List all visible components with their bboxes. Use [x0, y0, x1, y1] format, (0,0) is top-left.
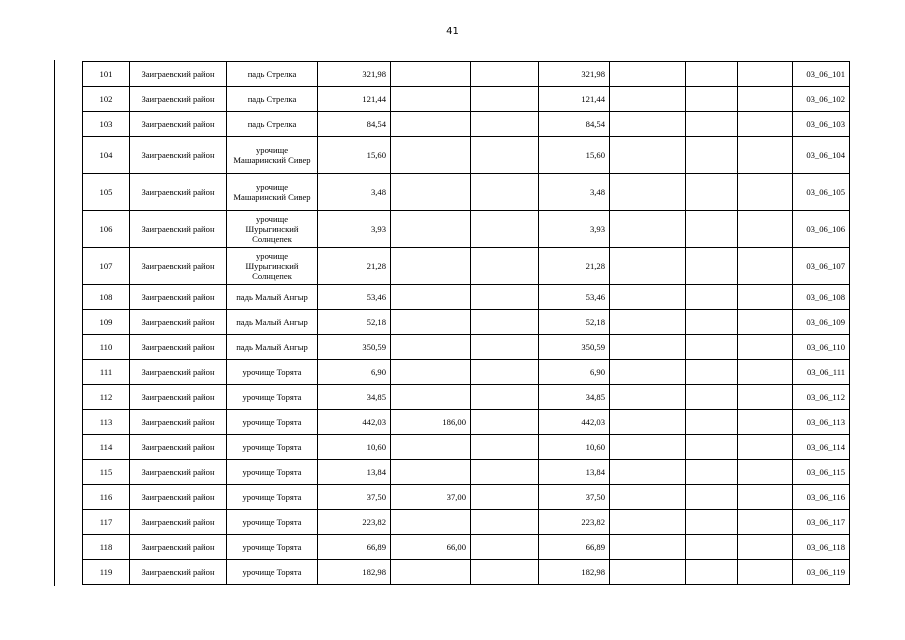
value-cell-10 [738, 285, 793, 310]
value-cell-6 [471, 535, 539, 560]
value-cell-6 [471, 137, 539, 174]
locality-cell: падь Малый Ангыр [227, 335, 318, 360]
locality-cell: урочище Шурыгинский Солнцепек [227, 211, 318, 248]
row-number-cell: 106 [83, 211, 130, 248]
value-cell-6 [471, 174, 539, 211]
district-cell: Заиграевский район [130, 410, 227, 435]
area-total-cell: 6,90 [539, 360, 610, 385]
row-number-cell: 103 [83, 112, 130, 137]
code-cell: 03_06_118 [793, 535, 850, 560]
row-number-cell: 110 [83, 335, 130, 360]
value-cell-8 [610, 174, 686, 211]
value-cell-5 [391, 174, 471, 211]
district-cell: Заиграевский район [130, 137, 227, 174]
value-cell-5: 186,00 [391, 410, 471, 435]
code-cell: 03_06_113 [793, 410, 850, 435]
area-total-cell: 34,85 [539, 385, 610, 410]
value-cell-9 [686, 62, 738, 87]
locality-cell: урочище Торята [227, 510, 318, 535]
district-cell: Заиграевский район [130, 285, 227, 310]
value-cell-5 [391, 62, 471, 87]
value-cell-9 [686, 510, 738, 535]
value-cell-10 [738, 248, 793, 285]
area-cell: 3,48 [318, 174, 391, 211]
value-cell-9 [686, 285, 738, 310]
value-cell-9 [686, 460, 738, 485]
value-cell-6 [471, 510, 539, 535]
table-row [83, 248, 850, 285]
value-cell-8 [610, 335, 686, 360]
value-cell-6 [471, 360, 539, 385]
table-row [83, 360, 850, 385]
area-total-cell: 13,84 [539, 460, 610, 485]
locality-cell: падь Малый Ангыр [227, 310, 318, 335]
district-cell: Заиграевский район [130, 174, 227, 211]
area-total-cell: 21,28 [539, 248, 610, 285]
value-cell-8 [610, 435, 686, 460]
value-cell-6 [471, 335, 539, 360]
value-cell-8 [610, 87, 686, 112]
value-cell-5 [391, 211, 471, 248]
value-cell-10 [738, 385, 793, 410]
area-total-cell: 182,98 [539, 560, 610, 585]
value-cell-5 [391, 310, 471, 335]
value-cell-9 [686, 335, 738, 360]
row-number-cell: 118 [83, 535, 130, 560]
table-row [83, 385, 850, 410]
value-cell-8 [610, 510, 686, 535]
area-cell: 84,54 [318, 112, 391, 137]
area-total-cell: 10,60 [539, 435, 610, 460]
district-cell: Заиграевский район [130, 460, 227, 485]
code-cell: 03_06_115 [793, 460, 850, 485]
code-cell: 03_06_106 [793, 211, 850, 248]
code-cell: 03_06_102 [793, 87, 850, 112]
district-cell: Заиграевский район [130, 310, 227, 335]
district-cell: Заиграевский район [130, 485, 227, 510]
row-number-cell: 109 [83, 310, 130, 335]
row-number-cell: 104 [83, 137, 130, 174]
value-cell-5 [391, 335, 471, 360]
value-cell-8 [610, 211, 686, 248]
code-cell: 03_06_111 [793, 360, 850, 385]
value-cell-10 [738, 310, 793, 335]
value-cell-6 [471, 435, 539, 460]
value-cell-10 [738, 335, 793, 360]
value-cell-5 [391, 510, 471, 535]
value-cell-10 [738, 560, 793, 585]
value-cell-6 [471, 285, 539, 310]
value-cell-9 [686, 87, 738, 112]
area-total-cell: 3,93 [539, 211, 610, 248]
row-number-cell: 101 [83, 62, 130, 87]
area-cell: 13,84 [318, 460, 391, 485]
value-cell-9 [686, 410, 738, 435]
table-row [83, 137, 850, 174]
locality-cell: урочище Машаринский Сивер [227, 174, 318, 211]
code-cell: 03_06_114 [793, 435, 850, 460]
table-row [83, 310, 850, 335]
code-cell: 03_06_110 [793, 335, 850, 360]
district-cell: Заиграевский район [130, 248, 227, 285]
area-cell: 52,18 [318, 310, 391, 335]
row-number-cell: 117 [83, 510, 130, 535]
area-total-cell: 66,89 [539, 535, 610, 560]
row-number-cell: 119 [83, 560, 130, 585]
table-row [83, 435, 850, 460]
area-cell: 182,98 [318, 560, 391, 585]
area-total-cell: 223,82 [539, 510, 610, 535]
code-cell: 03_06_107 [793, 248, 850, 285]
value-cell-10 [738, 435, 793, 460]
value-cell-9 [686, 535, 738, 560]
area-total-cell: 121,44 [539, 87, 610, 112]
value-cell-5: 37,00 [391, 485, 471, 510]
area-total-cell: 442,03 [539, 410, 610, 435]
value-cell-8 [610, 410, 686, 435]
value-cell-6 [471, 385, 539, 410]
value-cell-10 [738, 174, 793, 211]
value-cell-5 [391, 560, 471, 585]
code-cell: 03_06_108 [793, 285, 850, 310]
row-number-cell: 108 [83, 285, 130, 310]
row-number-cell: 114 [83, 435, 130, 460]
value-cell-9 [686, 435, 738, 460]
area-cell: 121,44 [318, 87, 391, 112]
value-cell-5 [391, 385, 471, 410]
value-cell-6 [471, 112, 539, 137]
value-cell-6 [471, 87, 539, 112]
value-cell-8 [610, 535, 686, 560]
locality-cell: урочище Торята [227, 360, 318, 385]
table-body [83, 62, 850, 585]
value-cell-8 [610, 385, 686, 410]
locality-cell: урочище Торята [227, 535, 318, 560]
table-row [83, 211, 850, 248]
area-cell: 37,50 [318, 485, 391, 510]
area-cell: 321,98 [318, 62, 391, 87]
area-cell: 442,03 [318, 410, 391, 435]
code-cell: 03_06_109 [793, 310, 850, 335]
value-cell-8 [610, 310, 686, 335]
value-cell-9 [686, 211, 738, 248]
area-total-cell: 350,59 [539, 335, 610, 360]
value-cell-10 [738, 360, 793, 385]
code-cell: 03_06_112 [793, 385, 850, 410]
area-total-cell: 52,18 [539, 310, 610, 335]
row-number-cell: 107 [83, 248, 130, 285]
district-cell: Заиграевский район [130, 510, 227, 535]
value-cell-9 [686, 174, 738, 211]
row-number-cell: 105 [83, 174, 130, 211]
value-cell-6 [471, 485, 539, 510]
row-number-cell: 102 [83, 87, 130, 112]
value-cell-8 [610, 62, 686, 87]
value-cell-6 [471, 560, 539, 585]
value-cell-8 [610, 248, 686, 285]
table-row [83, 485, 850, 510]
locality-cell: урочище Торята [227, 460, 318, 485]
area-total-cell: 84,54 [539, 112, 610, 137]
value-cell-5 [391, 460, 471, 485]
value-cell-6 [471, 248, 539, 285]
table-row [83, 285, 850, 310]
code-cell: 03_06_117 [793, 510, 850, 535]
table-row [83, 62, 850, 87]
locality-cell: урочище Шурыгинский Солнцепек [227, 248, 318, 285]
value-cell-5 [391, 112, 471, 137]
area-total-cell: 15,60 [539, 137, 610, 174]
code-cell: 03_06_101 [793, 62, 850, 87]
value-cell-6 [471, 62, 539, 87]
area-cell: 21,28 [318, 248, 391, 285]
value-cell-10 [738, 112, 793, 137]
row-number-cell: 112 [83, 385, 130, 410]
area-cell: 66,89 [318, 535, 391, 560]
table-row [83, 112, 850, 137]
value-cell-8 [610, 560, 686, 585]
locality-cell: урочище Торята [227, 560, 318, 585]
value-cell-9 [686, 385, 738, 410]
value-cell-5 [391, 87, 471, 112]
value-cell-6 [471, 211, 539, 248]
table-row [83, 410, 850, 435]
code-cell: 03_06_105 [793, 174, 850, 211]
district-cell: Заиграевский район [130, 211, 227, 248]
table-row [83, 335, 850, 360]
value-cell-10 [738, 211, 793, 248]
value-cell-9 [686, 137, 738, 174]
area-total-cell: 37,50 [539, 485, 610, 510]
area-total-cell: 53,46 [539, 285, 610, 310]
value-cell-9 [686, 310, 738, 335]
value-cell-6 [471, 310, 539, 335]
row-number-cell: 115 [83, 460, 130, 485]
locality-cell: урочище Торята [227, 410, 318, 435]
value-cell-10 [738, 62, 793, 87]
margin-rule [54, 60, 55, 586]
value-cell-8 [610, 137, 686, 174]
value-cell-9 [686, 112, 738, 137]
area-cell: 350,59 [318, 335, 391, 360]
value-cell-9 [686, 248, 738, 285]
value-cell-8 [610, 360, 686, 385]
locality-cell: падь Стрелка [227, 62, 318, 87]
area-cell: 34,85 [318, 385, 391, 410]
table-row [83, 460, 850, 485]
district-cell: Заиграевский район [130, 360, 227, 385]
area-total-cell: 3,48 [539, 174, 610, 211]
value-cell-5: 66,00 [391, 535, 471, 560]
value-cell-8 [610, 460, 686, 485]
row-number-cell: 111 [83, 360, 130, 385]
value-cell-5 [391, 248, 471, 285]
value-cell-9 [686, 485, 738, 510]
value-cell-10 [738, 410, 793, 435]
area-total-cell: 321,98 [539, 62, 610, 87]
locality-cell: урочище Торята [227, 485, 318, 510]
area-cell: 10,60 [318, 435, 391, 460]
district-cell: Заиграевский район [130, 335, 227, 360]
district-cell: Заиграевский район [130, 560, 227, 585]
area-cell: 223,82 [318, 510, 391, 535]
area-cell: 15,60 [318, 137, 391, 174]
value-cell-9 [686, 560, 738, 585]
value-cell-8 [610, 112, 686, 137]
table-row [83, 510, 850, 535]
value-cell-10 [738, 87, 793, 112]
locality-cell: урочище Торята [227, 385, 318, 410]
code-cell: 03_06_116 [793, 485, 850, 510]
value-cell-10 [738, 137, 793, 174]
value-cell-10 [738, 460, 793, 485]
value-cell-10 [738, 485, 793, 510]
code-cell: 03_06_103 [793, 112, 850, 137]
area-cell: 3,93 [318, 211, 391, 248]
value-cell-10 [738, 535, 793, 560]
locality-cell: падь Стрелка [227, 87, 318, 112]
value-cell-5 [391, 435, 471, 460]
area-cell: 53,46 [318, 285, 391, 310]
locality-cell: урочище Торята [227, 435, 318, 460]
district-cell: Заиграевский район [130, 435, 227, 460]
district-cell: Заиграевский район [130, 112, 227, 137]
district-cell: Заиграевский район [130, 62, 227, 87]
value-cell-5 [391, 285, 471, 310]
value-cell-6 [471, 460, 539, 485]
code-cell: 03_06_104 [793, 137, 850, 174]
row-number-cell: 116 [83, 485, 130, 510]
locality-cell: урочище Машаринский Сивер [227, 137, 318, 174]
value-cell-9 [686, 360, 738, 385]
value-cell-6 [471, 410, 539, 435]
table-row [83, 174, 850, 211]
value-cell-8 [610, 285, 686, 310]
code-cell: 03_06_119 [793, 560, 850, 585]
data-table [82, 61, 850, 585]
table-row [83, 535, 850, 560]
page-number: 41 [446, 26, 459, 37]
area-cell: 6,90 [318, 360, 391, 385]
district-cell: Заиграевский район [130, 87, 227, 112]
district-cell: Заиграевский район [130, 385, 227, 410]
district-cell: Заиграевский район [130, 535, 227, 560]
value-cell-5 [391, 360, 471, 385]
value-cell-8 [610, 485, 686, 510]
table-row [83, 87, 850, 112]
locality-cell: падь Стрелка [227, 112, 318, 137]
locality-cell: падь Малый Ангыр [227, 285, 318, 310]
value-cell-10 [738, 510, 793, 535]
table-row [83, 560, 850, 585]
value-cell-5 [391, 137, 471, 174]
row-number-cell: 113 [83, 410, 130, 435]
